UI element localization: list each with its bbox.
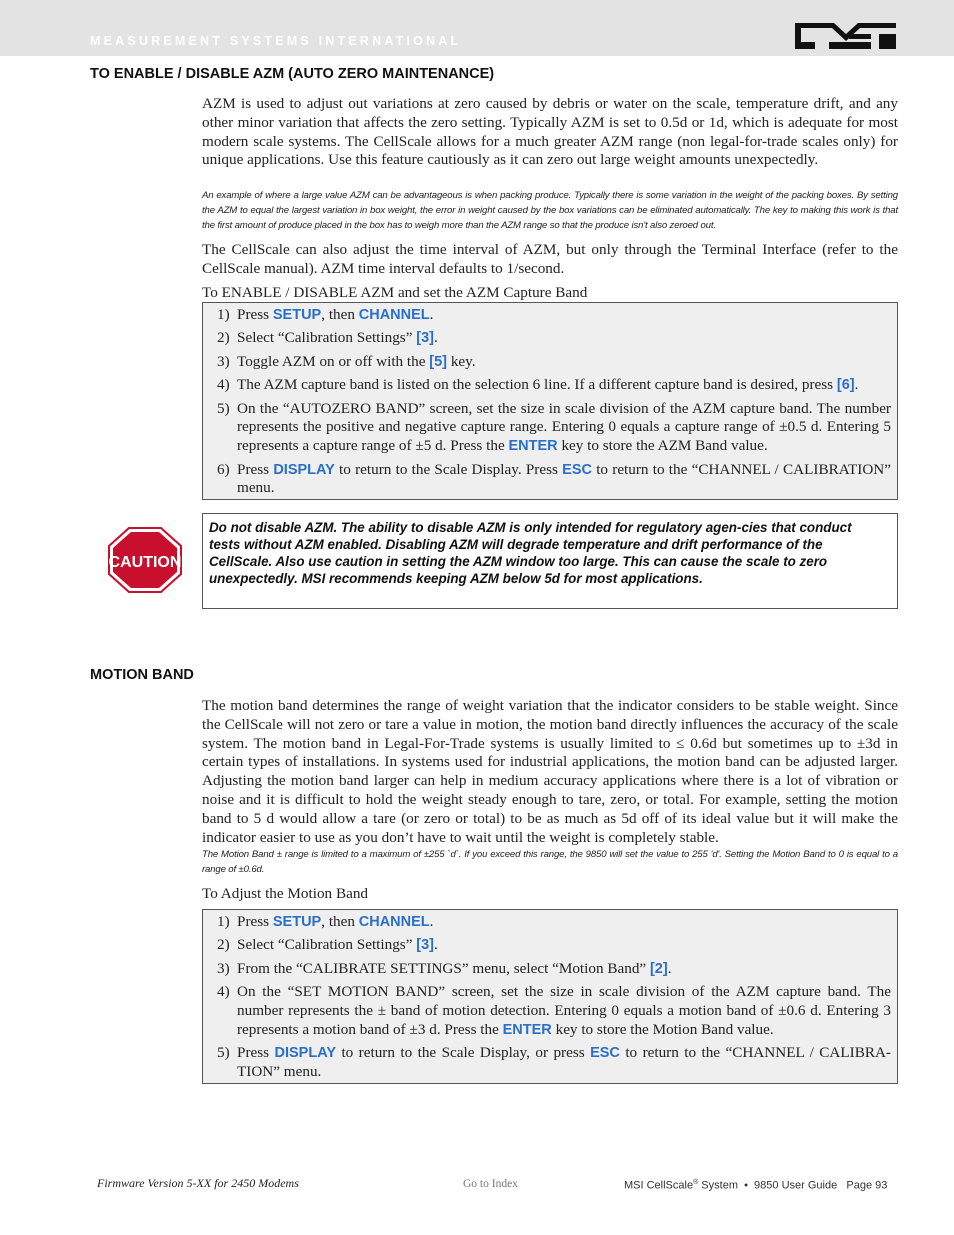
motion-steps-list <box>203 910 897 1082</box>
display-key: DISPLAY <box>273 461 335 478</box>
azm-example-note: An example of where a large value AZM can be advantageous is when packing produce. Typically there is some variation in the weight of the packing boxes. By setting the AZM to equal the largest variation in box weight, the error in weight caused by the box variations can be eliminated automatically. The key to making this work is that the first amount of produce placed in the box has to weigh more than the AZM range so that the produce isn't also zeroed out. <box>202 190 898 231</box>
brand-text: MEASUREMENT SYSTEMS INTERNATIONAL <box>90 34 462 48</box>
page-footer-info: MSI CellScale® System • 9850 User Guide Page 93 <box>624 1179 888 1192</box>
azm-interval-paragraph: The CellScale can also adjust the time interval of AZM, but only through the Terminal Interface (refer to the CellScale manual). AZM time interval defaults to 1/second. <box>202 241 898 277</box>
motion-band-heading: MOTION BAND <box>90 667 194 683</box>
key-3: [3] <box>416 330 434 347</box>
key-2: [2] <box>649 960 668 977</box>
enter-key: ENTER <box>502 1021 552 1038</box>
azm-heading: TO ENABLE / DISABLE AZM (AUTO ZERO MAINTENANCE) <box>90 66 495 82</box>
motion-band-paragraph: The motion band determines the range of weight variation that the indicator considers to be stable weight. Since the CellScale will not zero or tare a value in motion, the motion band directly influences the accuracy of the scale system. The motion band in Legal-For-Trade systems is usually limited to ≤ 0.6d but sometimes up to ±3d in certain types of installations. In systems used for industrial applications, the motion band can be adjusted larger. Adjusting the motion band larger can help in medium accuracy applications where there is a lot of vibration or noise and it is difficult to hold the weight steady enough to tare, zero, or total. For example, setting the motion band to 5 d would allow a tare (or zero or total) to be as much as 5d off of its ideal value but it will make the indicator easier to use as you don’t have to wait until the weight is completely stable. <box>202 697 898 846</box>
display-key: DISPLAY <box>274 1045 337 1062</box>
channel-key: CHANNEL <box>358 307 430 323</box>
key-3: [3] <box>416 937 434 954</box>
motion-step: 4) On the “SET MOTION BAND” screen, set the size in scale division of the AZM capture band. The number represents the ± band of motion detection. Entering 0 equals a motion band of ±0.6 d. Entering 3 represents a motion band of ±3 d. Press the ENTER key to store the Motion Band value. <box>217 983 891 1038</box>
motion-step: 3) From the “CALIBRATE SETTINGS” menu, select “Motion Band” [2]. <box>217 959 672 977</box>
motion-steps-lead: To Adjust the Motion Band <box>202 885 369 902</box>
azm-step: 1) Press SETUP, then CHANNEL. <box>217 306 434 323</box>
motion-step: 1) Press SETUP, then CHANNEL. <box>217 913 434 930</box>
setup-key: SETUP <box>272 914 322 930</box>
enter-key: ENTER <box>508 438 558 455</box>
caution-stop-sign-icon <box>107 526 183 599</box>
azm-intro-paragraph: AZM is used to adjust out variations at zero caused by debris or water on the scale, temperature drift, and any other minor variation that affects the zero setting. Typically AZM is set to 0.5d or 1d, which is adequate for most modern scale systems. The CellScale allows for a much greater AZM range (non legal-for-trade scales only) for unique applications. Use this feature cautiously as it can zero out large weight amounts unexpectedly. <box>202 95 898 169</box>
azm-steps-list <box>203 303 897 498</box>
motion-steps-box <box>202 909 898 1084</box>
esc-key: ESC <box>590 1045 620 1062</box>
caution-label: CAUTION <box>108 554 182 571</box>
go-to-index-link[interactable]: Go to Index <box>463 1178 518 1190</box>
azm-step: 4) The AZM capture band is listed on the selection 6 line. If a different capture band is desired, press [6]. <box>217 376 859 394</box>
azm-step: 5) On the “AUTOZERO BAND” screen, set the size in scale division of the AZM capture band. The number represents the positive and negative capture range. Entering 0 equals a capture range of ±0.5 d. Entering 5 represents a capture range of ±5 d. Press the ENTER key to store the AZM Band value. <box>217 399 891 455</box>
motion-band-note: The Motion Band ± range is limited to a maximum of ±255 `d`. If you exceed this range, the 9850 will set the value to 255 'd'. Setting the Motion Band to 0 is equal to a range of ±0.6d. <box>202 849 898 875</box>
channel-key: CHANNEL <box>358 914 430 930</box>
firmware-version: Firmware Version 5-XX for 2450 Modems <box>97 1176 299 1190</box>
azm-step: 6) Press DISPLAY to return to the Scale Display. Press ESC to return to the “CHANNEL / CALIBRATION” menu. <box>217 460 891 497</box>
setup-key: SETUP <box>272 307 322 323</box>
azm-steps-box <box>202 302 898 500</box>
caution-box <box>202 513 898 609</box>
motion-step: 5) Press DISPLAY to return to the Scale Display, or press ESC to return to the “CHANNEL / CALIBRA-TION” menu. <box>217 1044 891 1080</box>
page-header <box>0 0 954 56</box>
caution-text: Do not disable AZM. The ability to disable AZM is only intended for regulatory agen-cies that conduct tests without AZM enabled. Disabling AZM will degrade temperature and drift performance of the CellScale. Also use caution in setting the AZM window too large. This can cause the scale to zero unexpectedly. MSI recommends keeping AZM below 5d for most applications. <box>209 520 852 586</box>
key-5: [5] <box>429 353 448 370</box>
motion-step: 2) Select “Calibration Settings” [3]. <box>217 936 438 954</box>
esc-key: ESC <box>562 461 592 478</box>
azm-step: 2) Select “Calibration Settings” [3]. <box>217 329 438 347</box>
key-6: [6] <box>836 377 855 394</box>
msi-logo-icon <box>794 20 897 55</box>
azm-step: 3) Toggle AZM on or off with the [5] key. <box>217 352 476 370</box>
azm-steps-lead: To ENABLE / DISABLE AZM and set the AZM Capture Band <box>202 284 588 301</box>
